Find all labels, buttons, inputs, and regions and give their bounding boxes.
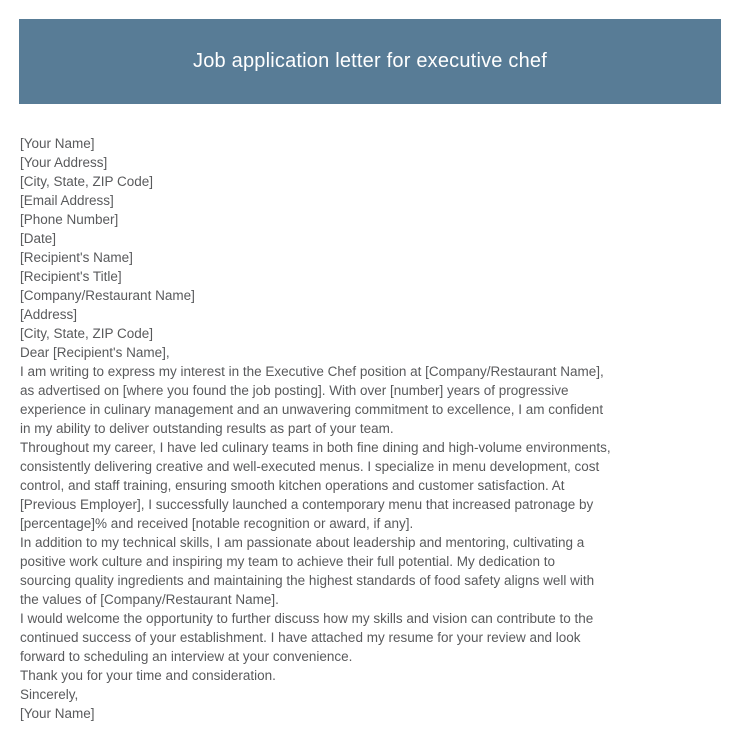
recipient-block [20, 248, 732, 343]
salutation: Dear [Recipient's Name], [20, 345, 170, 360]
text-line: consistently delivering creative and well-executed menus. I specialize in menu development, cost [20, 459, 600, 474]
text-line: continued success of your establishment. I have attached my resume for your review and look [20, 630, 581, 645]
text-line: In addition to my technical skills, I am passionate about leadership and mentoring, cultivating a [20, 535, 585, 550]
text-line: control, and staff training, ensuring smooth kitchen operations and customer satisfaction. At [20, 478, 565, 493]
text-line: Throughout my career, I have led culinary teams in both fine dining and high-volume environments, [20, 440, 611, 455]
text-line: [Your Address] [20, 155, 108, 170]
sender-block [20, 134, 732, 248]
paragraph [20, 438, 732, 533]
text-line: as advertised on [where you found the job posting]. With over [number] years of progressive [20, 383, 569, 398]
paragraph [20, 533, 732, 609]
text-line: forward to scheduling an interview at your convenience. [20, 649, 353, 664]
text-line: [Phone Number] [20, 212, 119, 227]
text-line: sourcing quality ingredients and maintaining the highest standards of food safety aligns well with [20, 573, 595, 588]
text-line: [Previous Employer], I successfully launched a contemporary menu that increased patronage by [20, 497, 594, 512]
text-line: [Address] [20, 307, 78, 322]
text-line: experience in culinary management and an unwavering commitment to excellence, I am confident [20, 402, 604, 417]
closing-signoff: Sincerely, [20, 687, 79, 702]
text-line: [Email Address] [20, 193, 114, 208]
closing-thanks: Thank you for your time and consideration. [20, 668, 276, 683]
title-banner [19, 19, 721, 104]
text-line: in my ability to deliver outstanding results as part of your team. [20, 421, 394, 436]
text-line: [Date] [20, 231, 57, 246]
text-line: positive work culture and inspiring my team to achieve their full potential. My dedication to [20, 554, 556, 569]
text-line: [Your Name] [20, 136, 95, 151]
paragraph [20, 609, 732, 666]
page-title: Job application letter for executive chef [193, 50, 547, 72]
text-line: [Recipient's Name] [20, 250, 133, 265]
body-paragraphs [20, 362, 732, 666]
text-line: [Recipient's Title] [20, 269, 122, 284]
text-line: [Company/Restaurant Name] [20, 288, 195, 303]
text-line: [City, State, ZIP Code] [20, 174, 154, 189]
text-line: the values of [Company/Restaurant Name]. [20, 592, 279, 607]
signature: [Your Name] [20, 706, 95, 721]
text-line: [City, State, ZIP Code] [20, 326, 154, 341]
text-line: I am writing to express my interest in the Executive Chef position at [Company/Restaurant Name], [20, 364, 604, 379]
text-line: [percentage]% and received [notable recognition or award, if any]. [20, 516, 414, 531]
text-line: I would welcome the opportunity to further discuss how my skills and vision can contribute to the [20, 611, 594, 626]
paragraph [20, 362, 732, 438]
letter-body [20, 134, 732, 723]
